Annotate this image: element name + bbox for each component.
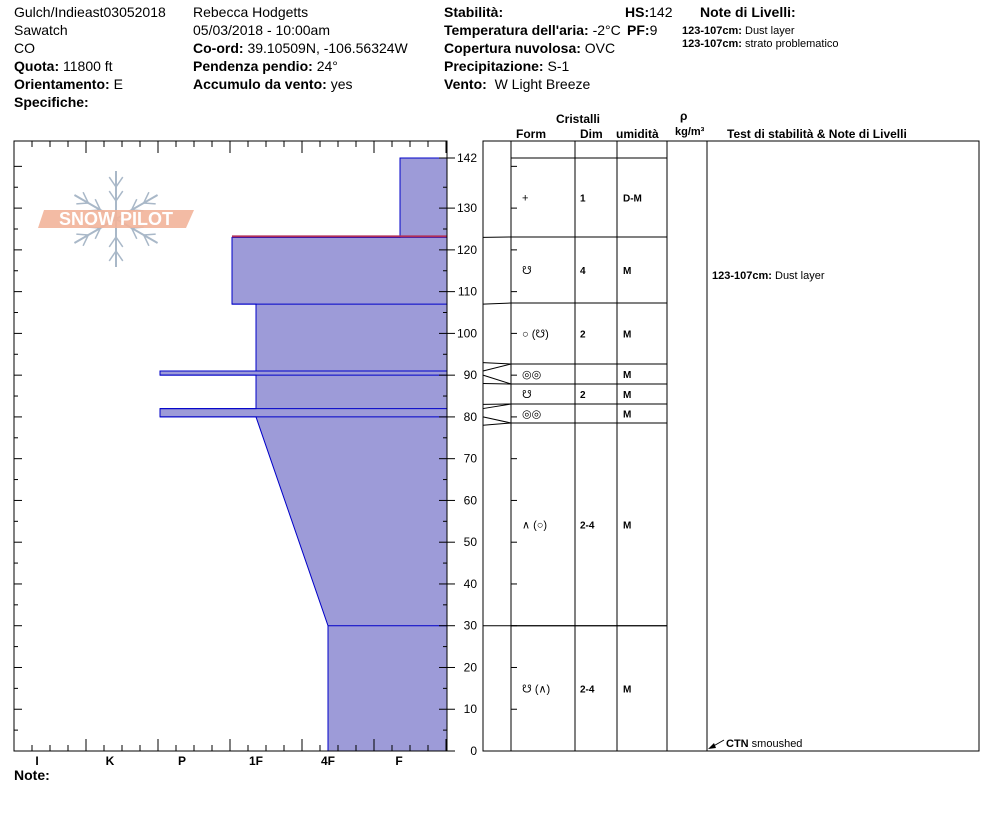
- pit-name: Gulch/Indieast03052018: [14, 4, 166, 20]
- layer-moisture-3: M: [623, 370, 632, 381]
- snowflake-branch: [116, 177, 123, 187]
- layer-moisture-5: M: [623, 409, 632, 421]
- y-tick-label-30: 30: [463, 618, 477, 633]
- layer-form-0: +: [522, 192, 529, 205]
- y-tick-label-110: 110: [457, 284, 477, 299]
- layer-moisture-6: M: [623, 520, 632, 532]
- air-temp-value: -2°C: [592, 22, 621, 38]
- layer-form-5: ◎◎: [522, 408, 542, 421]
- wind-value: W Light Breeze: [494, 76, 591, 92]
- wind-label: Vento:: [444, 76, 487, 92]
- mountain-range: Sawatch: [14, 22, 68, 38]
- layer-form-6: ∧ (○): [522, 519, 548, 532]
- snowflake-branch: [116, 191, 123, 201]
- hardness-tick-P: P: [177, 754, 187, 768]
- y-tick-label-40: 40: [463, 576, 477, 591]
- layer-form-7: ☋ (∧): [522, 683, 551, 696]
- y-tick-label-120: 120: [456, 242, 477, 257]
- elevation-value: 11800 ft: [63, 58, 113, 74]
- y-tick-label-80: 80: [463, 409, 477, 424]
- coord-label: Co-ord:: [193, 40, 244, 56]
- size-header: Dim: [580, 127, 603, 141]
- hardness-tick-F: F: [395, 754, 403, 768]
- layer-moisture-1: M: [623, 266, 632, 277]
- elevation-label: Quota:: [14, 58, 60, 74]
- stability-notes-header: Test di stabilità & Note di Livelli: [727, 127, 907, 141]
- layer-moisture-4: M: [623, 390, 632, 401]
- hardness-profile: [160, 158, 447, 751]
- layer-note-2-text: strato problematico: [745, 38, 839, 50]
- crystals-header: Cristalli: [556, 112, 601, 126]
- layer-form-2: ○ (☋): [522, 328, 549, 341]
- snowflake-branch: [109, 237, 116, 247]
- form-header: Form: [516, 127, 546, 141]
- depth-connector: [483, 303, 511, 304]
- layer-moisture-0: D-M: [623, 193, 642, 205]
- snowflake-branch: [116, 251, 123, 261]
- note-label: Note:: [14, 767, 50, 783]
- pf-label: PF:: [627, 22, 650, 38]
- snowflake-branch: [109, 251, 116, 261]
- snowflake-branch: [144, 203, 156, 204]
- depth-connector: [483, 375, 511, 384]
- layer-moisture-7: M: [623, 684, 632, 696]
- aspect-value: E: [113, 76, 123, 92]
- density-symbol: ρ: [680, 109, 688, 123]
- layer-note-1-range: 123-107cm:: [682, 25, 742, 37]
- layer-table-frame: [483, 141, 979, 751]
- hardness-tick-K: K: [105, 754, 115, 768]
- layer-size-6: 2-4: [580, 520, 595, 532]
- layer-moisture-2: M: [623, 329, 632, 341]
- y-tick-label-130: 130: [456, 201, 477, 216]
- y-tick-label-10: 10: [463, 702, 477, 717]
- y-tick-label-60: 60: [463, 493, 477, 508]
- y-tick-label-90: 90: [463, 368, 477, 383]
- coord-value: 39.10509N, -106.56324W: [247, 40, 408, 56]
- y-tick-label-142: 142: [456, 151, 477, 165]
- layer-form-1: ☋: [522, 265, 532, 277]
- specifics-label: Specifiche:: [14, 94, 89, 110]
- y-tick-label-50: 50: [463, 535, 477, 550]
- hardness-tick-4F: 4F: [320, 754, 336, 768]
- air-temp-label: Temperatura dell'aria:: [444, 22, 589, 38]
- hs-label: HS:: [625, 4, 650, 20]
- sky-value: OVC: [584, 40, 616, 56]
- y-tick-label-20: 20: [463, 660, 477, 675]
- observer: Rebecca Hodgetts: [193, 4, 309, 20]
- wind-loading-label: Accumulo da vento:: [193, 76, 327, 92]
- pf-value: 9: [649, 22, 658, 38]
- wind-loading-value: yes: [330, 76, 353, 92]
- depth-connector: [483, 364, 511, 371]
- hardness-tick-1F: 1F: [248, 754, 264, 768]
- snowflake-branch: [109, 191, 116, 201]
- precip-label: Precipitazione:: [444, 58, 544, 74]
- hs-value: 142: [649, 4, 673, 20]
- aspect-label: Orientamento:: [14, 76, 110, 92]
- y-tick-label-100: 100: [456, 326, 477, 341]
- layer-size-1: 4: [580, 266, 586, 277]
- stability-label: Stabilità:: [444, 4, 504, 20]
- datetime: 05/03/2018 - 10:00am: [193, 22, 330, 38]
- hardness-tick-I: I: [35, 754, 39, 768]
- state: CO: [14, 40, 35, 56]
- stability-test-1: CTN smoushed: [726, 738, 803, 750]
- layer-size-0: 1: [580, 193, 586, 205]
- depth-connector: [483, 363, 511, 364]
- layer-note-2-range: 123-107cm:: [682, 38, 742, 50]
- layer-form-3: ◎◎: [522, 369, 542, 381]
- slope-value: 24°: [316, 58, 338, 74]
- sky-label: Copertura nuvolosa:: [444, 40, 581, 56]
- stability-note-1: 123-107cm: Dust layer: [712, 270, 825, 282]
- layer-note-1-text: Dust layer: [745, 25, 795, 37]
- layer-form-4: ☋: [522, 389, 532, 401]
- layer-size-2: 2: [580, 329, 586, 341]
- layer-size-4: 2: [580, 390, 586, 401]
- snowflake-branch: [76, 234, 88, 235]
- slope-label: Pendenza pendio:: [193, 58, 313, 74]
- depth-connector: [483, 423, 511, 425]
- stability-test-arrowhead: [708, 743, 716, 749]
- snowflake-branch: [116, 237, 123, 247]
- density-unit: kg/m³: [675, 126, 705, 138]
- snowpilot-logo: [38, 171, 194, 267]
- precip-value: S-1: [547, 58, 570, 74]
- y-tick-label-0: 0: [470, 744, 477, 758]
- snowflake-branch: [109, 177, 116, 187]
- layer-size-7: 2-4: [580, 684, 595, 696]
- y-tick-label-70: 70: [463, 451, 477, 466]
- snowflake-branch: [76, 203, 88, 204]
- moisture-header: umidità: [616, 127, 659, 141]
- depth-connector: [483, 417, 511, 423]
- snowflake-branch: [144, 234, 156, 235]
- layer-notes-title: Note di Livelli:: [700, 4, 796, 20]
- logo-text: SNOW PILOT: [59, 209, 173, 229]
